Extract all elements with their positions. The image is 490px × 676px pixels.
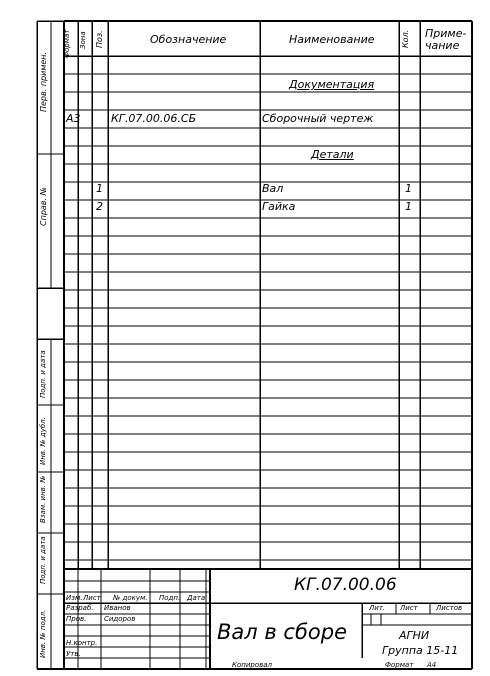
label-format: Формат xyxy=(385,661,414,669)
doc-designation: КГ.07.00.06.СБ xyxy=(111,112,197,125)
document-title: Вал в сборе xyxy=(217,620,348,644)
margin-vzam-inv-no: Взам. инв. № xyxy=(39,475,47,523)
header-designation: Обозначение xyxy=(150,33,227,46)
header-qty: Кол. xyxy=(401,29,410,48)
header-format: Формат xyxy=(63,29,71,58)
margin-perv-primen: Перв. примен. xyxy=(39,51,48,112)
prov-name: Сидоров xyxy=(104,615,136,623)
label-n-kontr: Н.контр. xyxy=(66,639,98,647)
part2-qty: 1 xyxy=(405,200,412,213)
label-izm: Изм. xyxy=(66,594,83,602)
label-listov: Листов xyxy=(436,604,463,612)
part1-qty: 1 xyxy=(405,182,412,195)
header-zone: Зона xyxy=(79,31,87,49)
margin-podp-data-1: Подп. и дата xyxy=(39,350,47,398)
label-data: Дата xyxy=(187,594,206,602)
header-note-line2: чание xyxy=(425,39,460,52)
margin-podp-data-2: Подп. и дата xyxy=(39,536,47,584)
section-documentation: Документация xyxy=(289,78,375,91)
format-value: А4 xyxy=(427,661,437,669)
margin-sprav-no: Справ. № xyxy=(39,187,48,226)
label-podp: Подп. xyxy=(159,594,181,602)
label-lit: Лит. xyxy=(369,604,386,612)
label-list-2: Лист xyxy=(400,604,418,612)
label-razrab: Разраб. xyxy=(66,604,94,612)
margin-inv-no-dubl: Инв. № дубл. xyxy=(39,417,47,465)
razrab-name: Иванов xyxy=(104,604,131,612)
part1-pos: 1 xyxy=(96,182,103,195)
margin-inv-no-podl: Инв. № подл. xyxy=(39,609,47,658)
part1-name: Вал xyxy=(262,182,284,195)
header-pos: Поз. xyxy=(95,30,104,48)
org-group: Группа 15-11 xyxy=(382,644,459,657)
label-list: Лист xyxy=(83,594,101,602)
org-name: АГНИ xyxy=(399,629,430,642)
doc-format: А3 xyxy=(66,112,81,125)
label-prov: Пров. xyxy=(66,615,87,623)
header-name: Наименование xyxy=(289,33,375,46)
part2-pos: 2 xyxy=(96,200,103,213)
doc-name: Сборочный чертеж xyxy=(262,112,374,125)
part2-name: Гайка xyxy=(262,200,296,213)
label-n-dokum: № докум. xyxy=(113,594,148,602)
label-utv: Утв. xyxy=(66,650,81,658)
header-note-line1: Приме- xyxy=(425,27,467,40)
section-parts: Детали xyxy=(311,148,354,161)
document-code: КГ.07.00.06 xyxy=(294,575,397,595)
label-kopiroval: Копировал xyxy=(232,661,272,669)
